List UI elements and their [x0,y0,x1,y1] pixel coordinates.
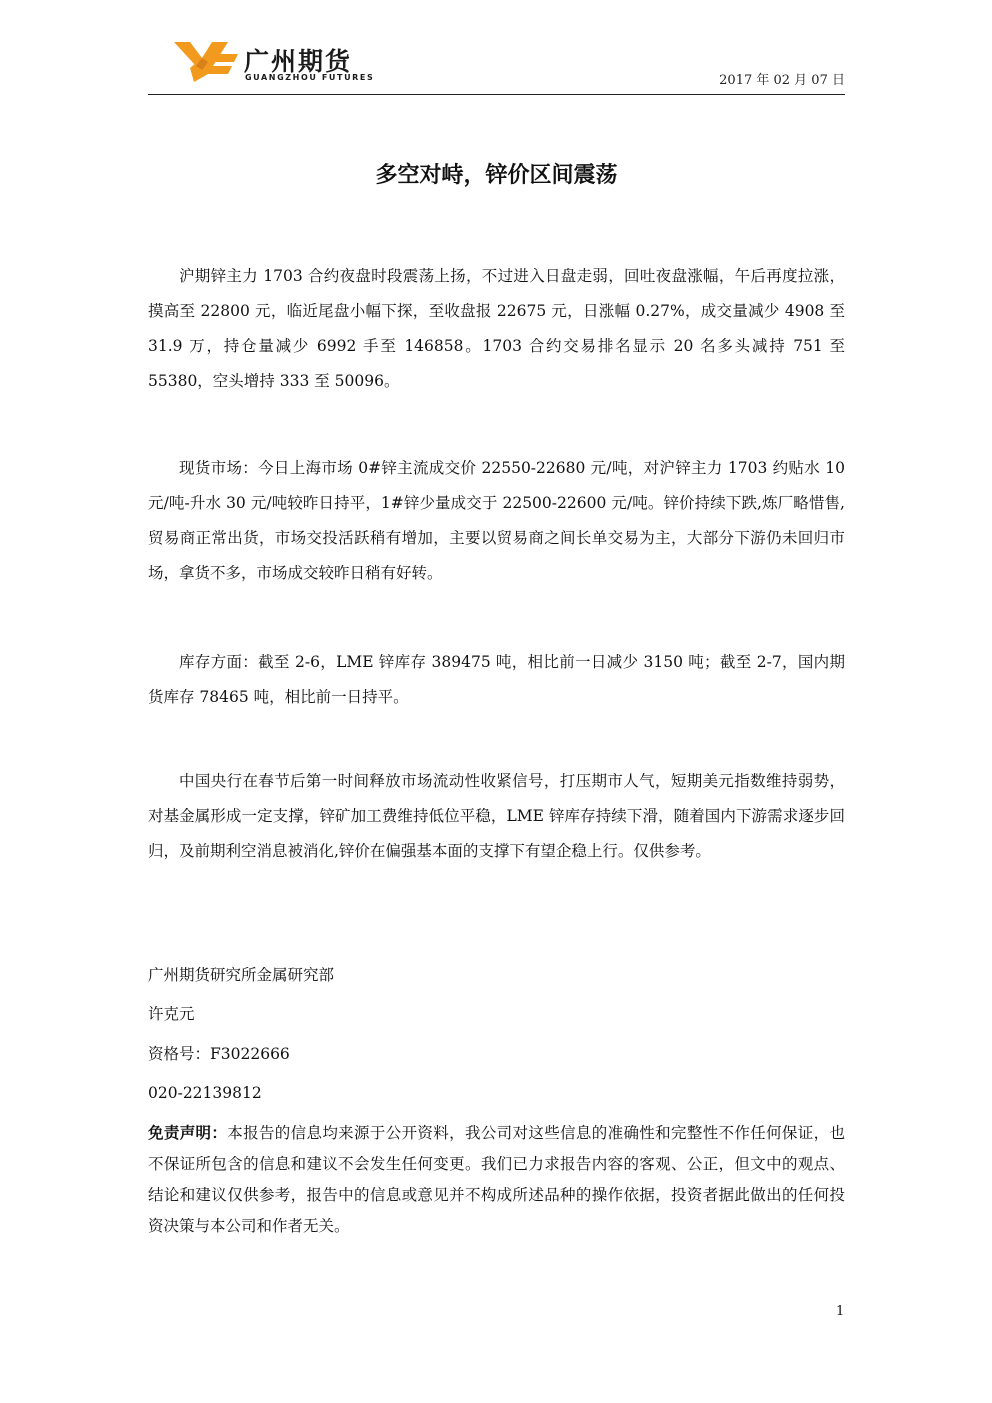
report-date: 2017 年 02 月 07 日 [719,73,845,88]
disclaimer-text: 本报告的信息均来源于公开资料，我公司对这些信息的准确性和完整性不作任何保证，也不保证所包含的信息和建议不会发生任何变更。我们已力求报告内容的客观、公正，但文中的观点、结论和建议仅供参考，报告中的信息或意见并不构成所述品种的操作依据，投资者据此做出的任何投资决策与本公司和作者无关。 [148,1124,845,1235]
paragraph-outlook: 中国央行在春节后第一时间释放市场流动性收紧信号，打压期市人气，短期美元指数维持弱势，对基金属形成一定支撑，锌矿加工费维持低位平稳，LME 锌库存持续下滑，随着国内下游需求逐步回归，及前期利空消息被消化,锌价在偏强基本面的支撑下有望企稳上行。仅供参考。 [148,772,845,860]
paragraph-spot-market: 现货市场：今日上海市场 0#锌主流成交价 22550-22680 元/吨，对沪锌主力 1703 约贴水 10 元/吨-升水 30 元/吨较昨日持平，1#锌少量成交于 22500-22600 元/吨。锌价持续下跌,炼厂略惜售,贸易商正常出货，市场交投活跃稍有增加，主要以贸易商之间长单交易为主，大部分下游仍未回归市场，拿货不多，市场成交较昨日稍有好转。 [148,459,845,582]
logo-chinese-name: 广州期货 [244,47,353,76]
paragraph-inventory: 库存方面：截至 2-6，LME 锌库存 389475 吨，相比前一日减少 3150 吨；截至 2-7，国内期货库存 78465 吨，相比前一日持平。 [148,653,845,706]
author-department: 广州期货研究所金属研究部 [148,966,335,984]
author-name: 许克元 [148,1005,195,1023]
company-logo [172,38,375,86]
paragraph-market-summary: 沪期锌主力 1703 合约夜盘时段震荡上扬，不过进入日盘走弱，回吐夜盘涨幅，午后再度拉涨，摸高至 22800 元，临近尾盘小幅下探，至收盘报 22675 元，日涨幅 0.27%，成交量减少 4908 至 31.9 万，持仓量减少 6992 手至 146858。1703 合约交易排名显示 20 名多头减持 751 至 55380，空头增持 333 至 50096。 [148,267,845,390]
company-logo-mark-icon [172,38,240,84]
logo-english-name: GUANGZHOU FUTURES [245,73,375,82]
page-header [148,30,845,95]
disclaimer [148,1118,845,1242]
author-phone: 020-22139812 [148,1084,262,1102]
disclaimer-label: 免责声明： [148,1124,228,1142]
author-qualification: 资格号：F3022666 [148,1045,290,1063]
report-title: 多空对峙，锌价区间震荡 [375,163,618,188]
page-number: 1 [836,1304,845,1319]
